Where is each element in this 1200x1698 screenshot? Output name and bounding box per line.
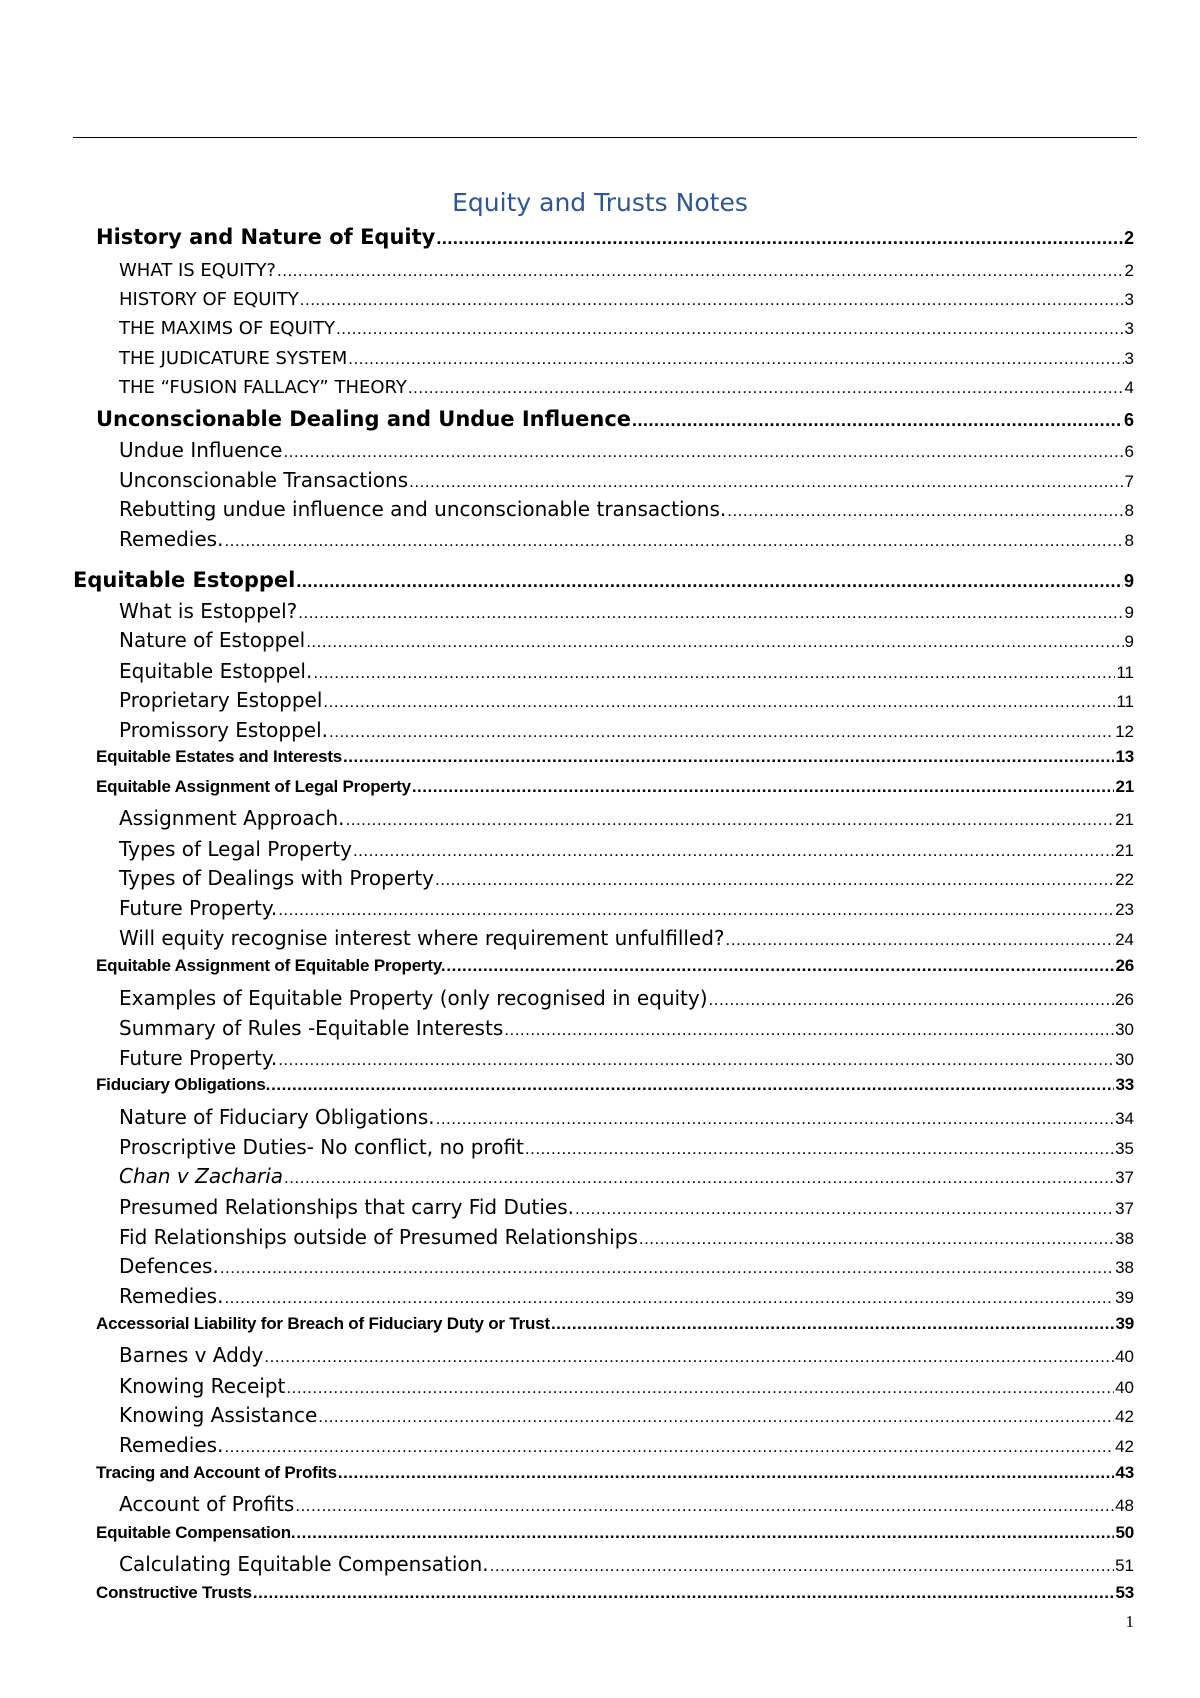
toc-entry[interactable]	[119, 1492, 1134, 1516]
toc-entry-page: 9	[1124, 603, 1134, 622]
toc-dot-leader	[253, 1583, 1115, 1603]
toc-entry[interactable]	[119, 1343, 1134, 1367]
toc-entry-title: Examples of Equitable Property (only recognised in equity)	[119, 986, 708, 1010]
toc-entry[interactable]	[119, 896, 1134, 920]
toc-dot-leader	[295, 1496, 1114, 1516]
toc-entry-title: Knowing Receipt	[119, 1374, 286, 1398]
toc-entry-title: THE “FUSION FALLACY” THEORY	[119, 377, 407, 398]
toc-dot-leader	[318, 1407, 1114, 1427]
toc-entry-page: 39	[1115, 1288, 1134, 1307]
toc-entry[interactable]	[96, 1523, 1134, 1543]
toc-dot-leader	[220, 1258, 1114, 1278]
toc-entry-page: 40	[1115, 1347, 1134, 1366]
toc-dot-leader	[323, 692, 1115, 712]
toc-entry[interactable]	[96, 747, 1134, 767]
toc-entry-title: Presumed Relationships that carry Fid Duties.	[119, 1195, 575, 1219]
toc-dot-leader	[727, 501, 1123, 521]
toc-dot-leader	[271, 1075, 1114, 1095]
toc-entry-title: Equitable Estoppel.	[119, 659, 313, 683]
toc-dot-leader	[338, 1463, 1115, 1483]
toc-entry[interactable]	[119, 718, 1134, 742]
toc-dot-leader	[224, 531, 1123, 551]
toc-dot-leader	[346, 810, 1115, 830]
toc-entry[interactable]	[96, 777, 1134, 797]
toc-entry-page: 24	[1115, 930, 1134, 949]
toc-dot-leader	[408, 378, 1124, 398]
toc-entry-title: Promissory Estoppel.	[119, 718, 329, 742]
toc-entry-page: 30	[1115, 1050, 1134, 1069]
toc-entry-title: Knowing Assistance	[119, 1403, 318, 1427]
toc-entry-title: Equitable Compensation.	[96, 1523, 296, 1542]
toc-entry-page: 21	[1115, 841, 1134, 860]
toc-entry-page: 37	[1115, 1168, 1134, 1187]
toc-entry-title: Remedies.	[119, 1284, 224, 1308]
page-number: 1	[1125, 1612, 1134, 1631]
toc-entry[interactable]	[119, 348, 1134, 369]
toc-entry[interactable]	[96, 1583, 1134, 1603]
toc-entry[interactable]	[119, 468, 1134, 492]
toc-entry-page: 6	[1124, 442, 1134, 461]
toc-dot-leader	[412, 777, 1115, 797]
toc-dot-leader	[286, 1378, 1114, 1398]
toc-entry-page: 38	[1115, 1229, 1134, 1248]
toc-entry-title: Assignment Approach.	[119, 806, 345, 830]
toc-dot-leader	[348, 349, 1123, 369]
toc-entry-page: 7	[1124, 472, 1134, 491]
toc-entry[interactable]	[119, 1105, 1134, 1129]
toc-entry-title: Constructive Trusts	[96, 1583, 252, 1602]
toc-dot-leader	[504, 1020, 1114, 1040]
toc-entry-page: 26	[1115, 956, 1134, 975]
toc-entry[interactable]	[119, 1254, 1134, 1278]
toc-entry[interactable]	[119, 318, 1134, 339]
toc-entry-page: 3	[1124, 290, 1134, 309]
toc-entry-page: 34	[1115, 1109, 1134, 1128]
toc-entry-title: WHAT IS EQUITY?	[119, 260, 276, 281]
toc-entry[interactable]	[119, 497, 1134, 521]
toc-entry[interactable]	[119, 1433, 1134, 1457]
toc-entry-title: Unconscionable Dealing and Undue Influence	[96, 407, 632, 431]
toc-entry-page: 48	[1115, 1496, 1134, 1515]
toc-entry-page: 23	[1115, 900, 1134, 919]
toc-dot-leader	[306, 632, 1123, 652]
toc-entry[interactable]	[119, 659, 1134, 683]
toc-entry-page: 11	[1116, 692, 1134, 711]
toc-entry[interactable]	[119, 688, 1134, 712]
toc-entry-title: Rebutting undue influence and unconscionable transactions.	[119, 497, 727, 521]
toc-entry-page: 53	[1115, 1583, 1134, 1602]
toc-entry[interactable]	[119, 837, 1134, 861]
toc-dot-leader	[264, 1347, 1114, 1367]
toc-entry-title: Equitable Assignment of Legal Property	[96, 777, 411, 796]
toc-entry[interactable]	[119, 1135, 1134, 1159]
toc-entry-title: Nature of Estoppel	[119, 628, 306, 652]
toc-dot-leader	[709, 990, 1115, 1010]
toc-entry-page: 21	[1115, 777, 1134, 796]
toc-entry-title: Will equity recognise interest where requirement unfulfilled?	[119, 926, 725, 950]
toc-entry-page: 9	[1124, 632, 1134, 651]
toc-entry[interactable]	[119, 1195, 1134, 1219]
toc-entry-page: 12	[1115, 722, 1134, 741]
toc-entry[interactable]	[96, 1463, 1134, 1483]
toc-entry-page: 2	[1123, 228, 1134, 248]
toc-entry-page: 9	[1123, 571, 1134, 591]
toc-entry-title: Equitable Assignment of Equitable Property.	[96, 956, 446, 975]
toc-entry-title: THE MAXIMS OF EQUITY	[119, 318, 336, 339]
toc-entry[interactable]	[119, 926, 1134, 950]
toc-entry-title: Proprietary Estoppel	[119, 688, 323, 712]
toc-entry[interactable]	[119, 1046, 1134, 1070]
toc-entry-title: Barnes v Addy	[119, 1343, 264, 1367]
toc-entry-title: Future Property.	[119, 1046, 278, 1070]
toc-entry-title: THE JUDICATURE SYSTEM	[119, 348, 348, 369]
toc-entry[interactable]	[119, 986, 1134, 1010]
toc-entry[interactable]	[73, 568, 1134, 592]
toc-entry[interactable]	[119, 866, 1134, 890]
toc-entry[interactable]	[119, 289, 1134, 310]
toc-entry[interactable]	[119, 599, 1134, 623]
toc-entry-title: Calculating Equitable Compensation.	[119, 1552, 489, 1576]
toc-entry-title: Tracing and Account of Profits	[96, 1463, 337, 1482]
toc-entry-page: 30	[1115, 1020, 1134, 1039]
toc-entry-page: 40	[1115, 1378, 1134, 1397]
toc-entry-page: 39	[1115, 1314, 1134, 1333]
toc-dot-leader	[329, 722, 1114, 742]
toc-entry-title: History and Nature of Equity	[96, 225, 436, 249]
toc-entry-title: Undue Influence	[119, 438, 283, 462]
toc-entry-page: 35	[1115, 1139, 1134, 1158]
toc-dot-leader	[300, 290, 1124, 310]
toc-entry-title: Remedies.	[119, 527, 224, 551]
toc-entry-title: Equitable Estoppel	[73, 568, 296, 592]
toc-dot-leader	[525, 1139, 1114, 1159]
toc-entry[interactable]	[96, 956, 1134, 976]
document-title: Equity and Trusts Notes	[452, 188, 748, 217]
toc-entry[interactable]	[119, 527, 1134, 551]
toc-dot-leader	[224, 1288, 1114, 1308]
toc-entry[interactable]	[119, 1374, 1134, 1398]
toc-entry-page: 8	[1124, 531, 1134, 550]
toc-entry[interactable]	[119, 1225, 1134, 1249]
toc-entry[interactable]	[96, 407, 1134, 431]
toc-entry[interactable]	[119, 260, 1134, 281]
toc-entry[interactable]	[119, 806, 1134, 830]
toc-entry-page: 42	[1115, 1407, 1134, 1426]
toc-entry-page: 51	[1115, 1556, 1134, 1575]
toc-dot-leader	[436, 1109, 1114, 1129]
toc-dot-leader	[284, 1168, 1114, 1188]
toc-entry-title: Proscriptive Duties- No conflict, no profit	[119, 1135, 524, 1159]
toc-entry-page: 42	[1115, 1437, 1134, 1456]
toc-dot-leader	[436, 228, 1123, 249]
toc-entry-title: Fid Relationships outside of Presumed Relationships	[119, 1225, 638, 1249]
toc-dot-leader	[490, 1556, 1114, 1576]
toc-dot-leader	[224, 1437, 1114, 1457]
toc-entry[interactable]	[96, 1314, 1134, 1334]
toc-dot-leader	[409, 472, 1123, 492]
toc-dot-leader	[298, 603, 1123, 623]
toc-entry-page: 21	[1115, 810, 1134, 829]
toc-entry-page: 43	[1115, 1463, 1134, 1482]
toc-entry-page: 11	[1116, 663, 1134, 682]
toc-entry[interactable]	[119, 377, 1134, 398]
toc-entry-page: 3	[1124, 319, 1134, 338]
toc-entry-title: Equitable Estates and Interests	[96, 747, 343, 766]
toc-entry-page: 13	[1115, 747, 1134, 766]
toc-dot-leader	[313, 663, 1115, 683]
toc-entry[interactable]	[96, 225, 1134, 249]
toc-entry-page: 4	[1124, 378, 1134, 397]
toc-entry-page: 26	[1115, 990, 1134, 1009]
toc-dot-leader	[283, 442, 1123, 462]
toc-entry-page: 37	[1115, 1199, 1134, 1218]
toc-entry-title: Types of Dealings with Property	[119, 866, 434, 890]
toc-entry-page: 2	[1124, 261, 1134, 280]
toc-dot-leader	[575, 1199, 1114, 1219]
toc-entry-page: 50	[1115, 1523, 1134, 1542]
toc-dot-leader	[296, 571, 1123, 592]
toc-entry[interactable]	[119, 1284, 1134, 1308]
toc-entry-page: 38	[1115, 1258, 1134, 1277]
toc-entry[interactable]	[96, 1075, 1134, 1095]
toc-dot-leader	[435, 870, 1114, 890]
toc-entry-title: Summary of Rules -Equitable Interests	[119, 1016, 504, 1040]
toc-entry[interactable]	[119, 628, 1134, 652]
toc-dot-leader	[278, 1050, 1114, 1070]
toc-dot-leader	[277, 261, 1124, 281]
toc-dot-leader	[726, 930, 1115, 950]
toc-entry-title: Unconscionable Transactions	[119, 468, 409, 492]
toc-entry-title: Chan v Zacharia	[119, 1164, 284, 1188]
toc-entry[interactable]	[119, 1016, 1134, 1040]
toc-entry[interactable]	[119, 1164, 1134, 1188]
toc-entry-title: Nature of Fiduciary Obligations.	[119, 1105, 435, 1129]
toc-entry-title: Defences.	[119, 1254, 219, 1278]
toc-entry[interactable]	[119, 438, 1134, 462]
toc-entry-title: What is Estoppel?	[119, 599, 298, 623]
toc-dot-leader	[296, 1523, 1114, 1543]
toc-entry[interactable]	[119, 1403, 1134, 1427]
toc-entry-title: HISTORY OF EQUITY	[119, 289, 299, 310]
toc-entry[interactable]	[119, 1552, 1134, 1576]
toc-dot-leader	[278, 900, 1114, 920]
toc-dot-leader	[343, 747, 1114, 767]
toc-entry-page: 8	[1124, 501, 1134, 520]
toc-entry-title: Future Property.	[119, 896, 278, 920]
toc-entry-title: Remedies.	[119, 1433, 224, 1457]
toc-entry-title: Accessorial Liability for Breach of Fiduciary Duty or Trust	[96, 1314, 550, 1333]
toc-dot-leader	[551, 1314, 1115, 1334]
toc-dot-leader	[446, 956, 1114, 976]
toc-entry-title: Fiduciary Obligations.	[96, 1075, 271, 1094]
toc-dot-leader	[632, 410, 1123, 431]
toc-entry-page: 33	[1115, 1075, 1134, 1094]
toc-dot-leader	[639, 1229, 1114, 1249]
toc-entry-page: 6	[1123, 410, 1134, 430]
toc-entry-page: 3	[1124, 349, 1134, 368]
toc-entry-title: Types of Legal Property	[119, 837, 352, 861]
toc-dot-leader	[336, 319, 1123, 339]
toc-dot-leader	[353, 841, 1114, 861]
toc-entry-title: Account of Profits	[119, 1492, 295, 1516]
toc-entry-page: 22	[1115, 870, 1134, 889]
header-rule	[73, 137, 1137, 138]
